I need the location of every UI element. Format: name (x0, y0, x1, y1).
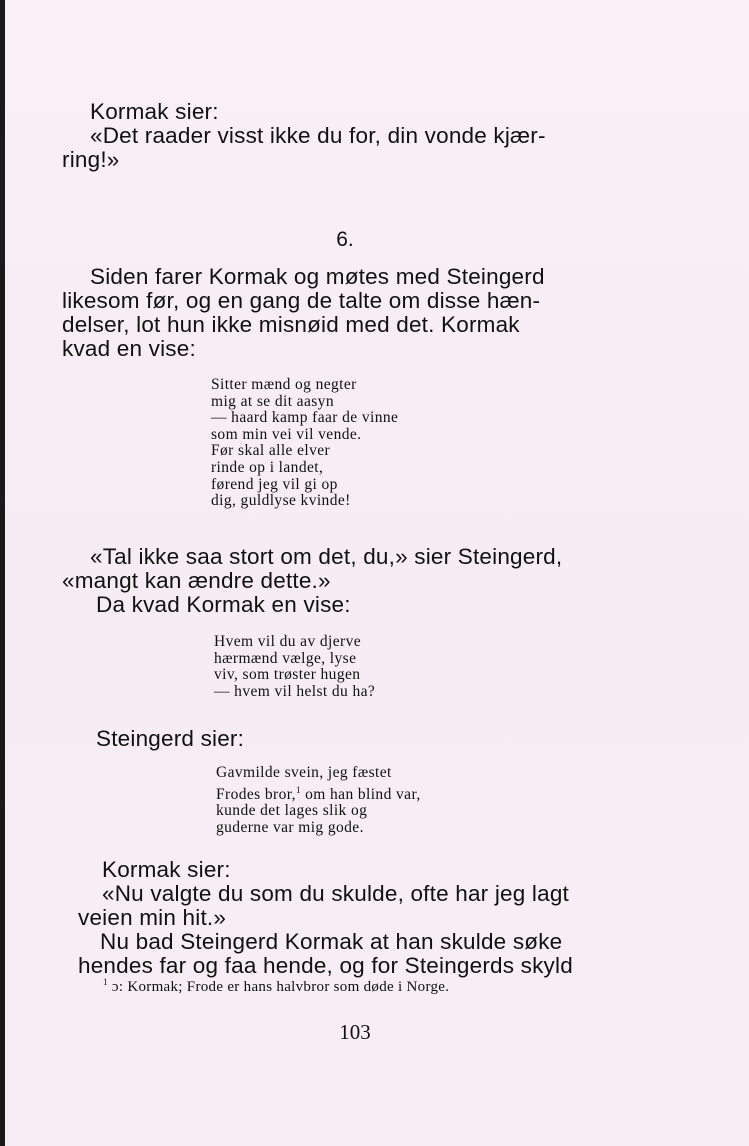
text-line: «Det raader visst ikke du for, din vonde kjær- (90, 123, 546, 148)
text-line: Nu bad Steingerd Kormak at han skulde søke (100, 929, 563, 954)
text-line: hendes far og faa hende, og for Steingerds skyld (78, 953, 573, 978)
verse-line: mig at se dit aasyn (211, 392, 334, 410)
text-line: Kormak sier: (102, 857, 231, 882)
verse-line: som min vei vil vende. (211, 425, 362, 443)
text-line: «Nu valgte du som du skulde, ofte har jeg lagt (102, 881, 569, 906)
text-line: veien min hit.» (78, 905, 227, 930)
verse-line: Gavmilde svein, jeg fæstet (216, 764, 392, 781)
paragraph-siden-farer (62, 265, 642, 361)
verse-line: Sitter mænd og negter (211, 376, 357, 393)
text-line: Siden farer Kormak og møtes med Steingerd (90, 264, 545, 289)
text-line: Steingerd sier: (96, 726, 245, 751)
text-line: «Tal ikke saa stort om det, du,» sier Steingerd, (90, 544, 563, 569)
verse-text: Frodes bror, (216, 785, 296, 803)
verse-line: guderne var mig gode. (216, 818, 364, 836)
verse-text: om han blind var, (300, 785, 421, 803)
paragraph-steingerd-sier (62, 727, 642, 751)
footnote-marker: 1 (103, 977, 108, 987)
text-line: ring!» (62, 147, 120, 172)
verse-sitter-maend (211, 377, 398, 510)
text-line: Kormak sier: (90, 99, 219, 124)
verse-line (216, 782, 421, 804)
chapter-number: 6. (336, 228, 354, 251)
text-line: delser, lot hun ikke misnøid med det. Kormak (62, 312, 520, 337)
verse-line: — haard kamp faar de vinne (211, 409, 399, 427)
paragraph-tal-ikke (62, 545, 642, 617)
verse-hvem-vil-du (214, 634, 375, 700)
verse-gavmilde-svein (216, 765, 421, 836)
footnote-reference: 1 (295, 784, 301, 795)
verse-line: Før skal alle elver (211, 442, 331, 460)
verse-line: førend jeg vil gi op (211, 475, 338, 493)
verse-line: kunde det lages slik og (216, 802, 368, 820)
scan-edge (0, 0, 5, 1146)
footnote (103, 977, 449, 996)
verse-line: Hvem vil du av djerve (214, 633, 361, 650)
footnote-text: ɔ: Kormak; Frode er hans halvbror som døde i Norge. (107, 979, 450, 995)
verse-line: rinde op i landet, (211, 458, 324, 476)
page-number: 103 (339, 1020, 371, 1044)
text-line: likesom før, og en gang de talte om disse hæn- (62, 288, 541, 313)
text-line: kvad en vise: (62, 336, 196, 361)
text-line: Da kvad Kormak en vise: (96, 592, 351, 617)
verse-line: hærmænd vælge, lyse (214, 649, 357, 667)
paragraph-kormak-sier-1 (62, 100, 642, 172)
verse-line: dig, guldlyse kvinde! (211, 492, 351, 510)
paragraph-nu-valgte (62, 858, 642, 978)
verse-line: — hvem vil helst du ha? (214, 682, 376, 700)
verse-line: viv, som trøster hugen (214, 666, 361, 684)
text-line: «mangt kan ændre dette.» (62, 568, 331, 593)
